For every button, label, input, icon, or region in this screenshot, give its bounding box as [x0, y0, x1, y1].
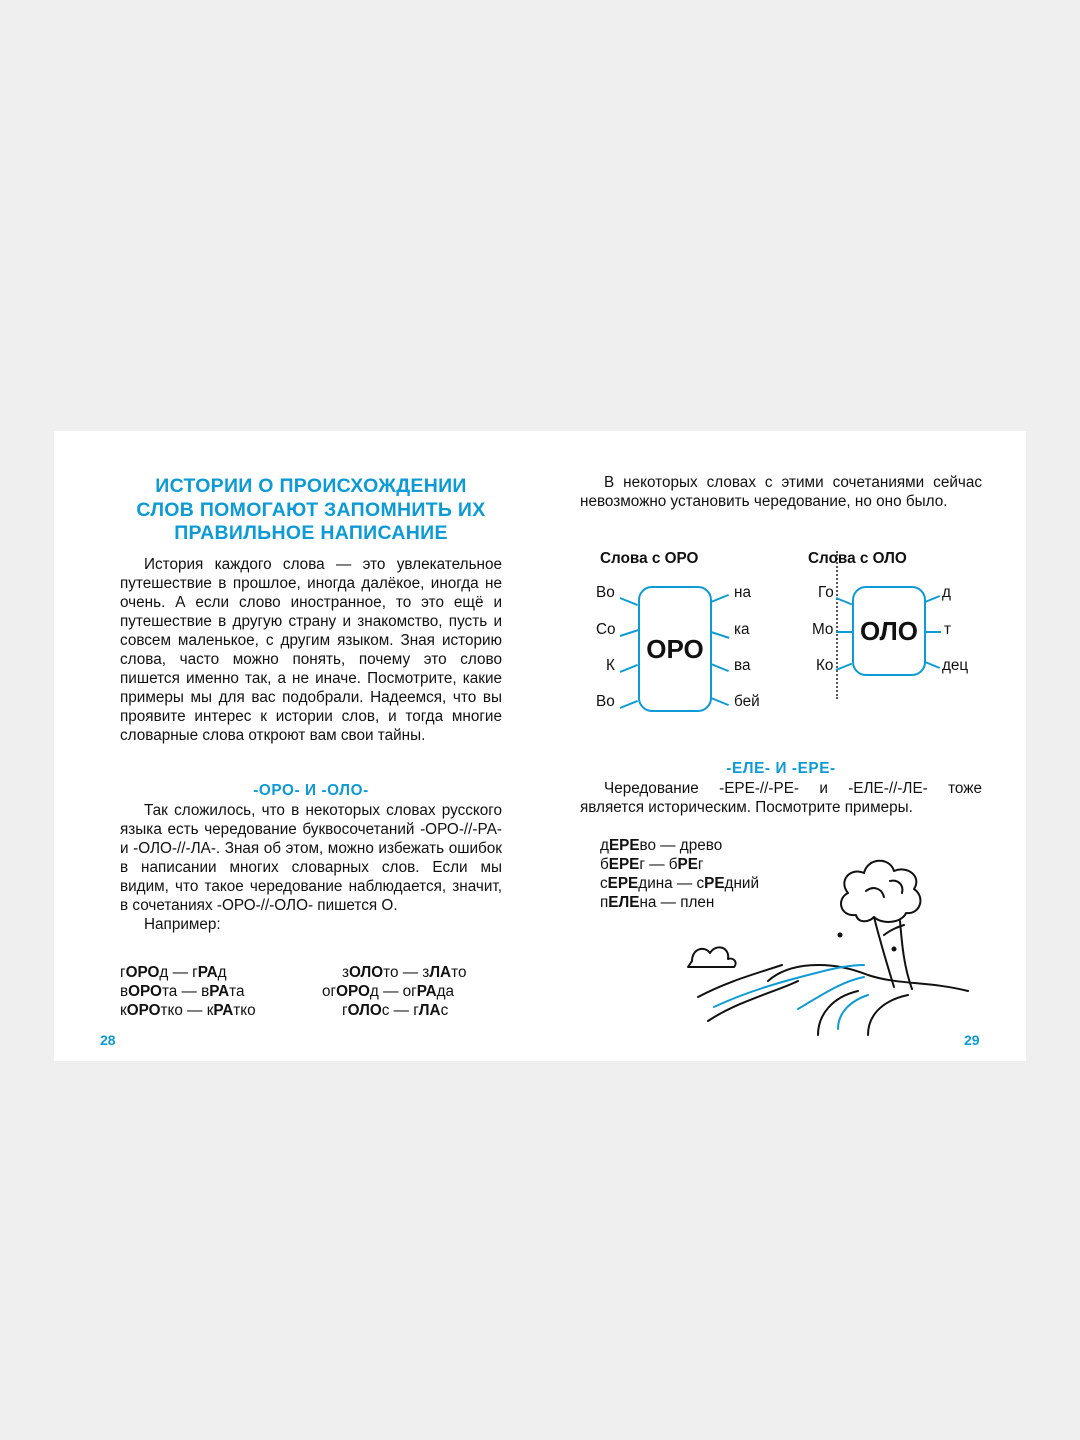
ere-example-3: сЕРЕдина — сРЕдний	[600, 875, 760, 892]
ere-example-2: бЕРЕг — бРЕг	[600, 856, 704, 873]
oro-connector-right-4	[711, 697, 729, 706]
right-intro-block	[580, 473, 982, 511]
ere-example-4: пЕЛЕна — плен	[600, 894, 715, 911]
left-page	[54, 431, 554, 1061]
book-spread	[54, 431, 1026, 1061]
intro-text-block	[120, 555, 502, 745]
page-number-right: 29	[964, 1032, 980, 1048]
oro-prefix-2: Со	[596, 621, 616, 638]
example-left-1: гОРОд — гРАд	[120, 964, 227, 981]
oro-suffix-2: ка	[734, 621, 750, 638]
olo-prefix-2: Мо	[812, 621, 834, 638]
oro-connector-right-2	[711, 631, 730, 639]
right-intro-paragraph: В некоторых словах с этими сочетаниями сейчас невозможно установить чередование, но оно было.	[580, 474, 982, 510]
oro-connector-right-1	[711, 594, 729, 603]
oro-prefix-1: Во	[596, 584, 615, 601]
example-left-2: вОРОта — вРАта	[120, 983, 245, 1000]
olo-connector-left-3	[836, 663, 853, 671]
tree-river-illustration	[668, 831, 1008, 1036]
olo-connector-left-2	[836, 631, 853, 633]
oro-suffix-4: бей	[734, 693, 760, 710]
example-left-3: кОРОтко — кРАтко	[120, 1002, 256, 1019]
example-right-3: гОЛОс — гЛАс	[342, 1002, 449, 1019]
bush	[688, 947, 736, 967]
section-heading-oro-olo: -ОРО- И -ОЛО-	[253, 782, 369, 799]
tree-crown-detail	[866, 881, 902, 897]
oro-connector-right-3	[711, 663, 729, 672]
title-line: СЛОВ ПОМОГАЮТ ЗАПОМНИТЬ ИХ	[136, 498, 486, 521]
olo-connector-left-1	[836, 597, 853, 605]
river-water-3	[838, 995, 868, 1029]
olo-suffix-3: дец	[942, 657, 969, 674]
page-title	[120, 475, 502, 546]
example-right-1: зОЛОто — зЛАто	[342, 964, 467, 981]
falling-leaf	[838, 933, 843, 938]
oro-connector-left-4	[620, 700, 638, 709]
section-text-block	[120, 801, 502, 934]
olo-prefix-3: Ко	[816, 657, 834, 674]
olo-connector-right-3	[925, 661, 941, 669]
section-heading-ele-ere: -ЕЛЕ- И -ЕРЕ-	[726, 760, 836, 777]
diagram-box-oro: ОРО	[638, 586, 712, 712]
title-line: ИСТОРИИ О ПРОИСХОЖДЕНИИ	[155, 475, 467, 497]
example-right-2: огОРОд — огРАда	[322, 983, 455, 1000]
ele-ere-paragraph: Чередование -ЕРЕ-//-РЕ- и -ЕЛЕ-//-ЛЕ- тоже является историческим. Посмотрите примеры.	[580, 780, 982, 816]
oro-connector-left-1	[620, 597, 638, 606]
olo-connector-right-1	[925, 595, 941, 603]
oro-connector-left-3	[620, 664, 638, 673]
right-page	[554, 431, 1026, 1061]
diagram-title-olo: Слова с ОЛО	[808, 550, 907, 567]
oro-suffix-3: ва	[734, 657, 751, 674]
diagram-divider	[836, 551, 838, 699]
olo-prefix-1: Го	[818, 584, 834, 601]
oro-prefix-3: К	[606, 657, 615, 674]
section-paragraph: Так сложилось, что в некоторых словах русского языка есть чередование буквосочетаний -ОРО-//-РА- и -ОЛО-//-ЛА-. Зная об этом, можно избежать ошибок в написании многих словарных слов. Если мы видим, что такое чередование наблюдается, значит, в сочетаниях -ОРО-//-ОЛО- пишется О.	[120, 802, 502, 914]
diagram-box-olo: ОЛО	[852, 586, 926, 676]
oro-suffix-1: на	[734, 584, 751, 601]
title-line: ПРАВИЛЬНОЕ НАПИСАНИЕ	[174, 522, 448, 544]
oro-prefix-4: Во	[596, 693, 615, 710]
ele-ere-text-block	[580, 779, 982, 817]
olo-suffix-2: т	[944, 621, 952, 638]
diagram-title-oro: Слова с ОРО	[600, 550, 699, 567]
example-intro: Например:	[144, 916, 221, 933]
page-number-left: 28	[100, 1032, 116, 1048]
oro-connector-left-2	[620, 629, 639, 637]
olo-connector-right-2	[925, 631, 941, 633]
falling-leaf	[892, 947, 897, 952]
ere-example-1: дЕРЕво — древо	[600, 837, 723, 854]
intro-paragraph: История каждого слова — это увлекательное путешествие в прошлое, иногда далёкое, иногда не очень. А если слово иностранное, то это ещё и путешествие в другую страну и знакомство, пусть и совсем маленькое, с другим языком. Зная историю слова, часто можно понять, почему это слово пишется именно так, а не иначе. Посмотрите, какие примеры мы для вас подобрали. Надеемся, что вы проявите интерес к истории слов, и тогда многие словарные слова откроют вам свои тайны.	[120, 556, 502, 744]
olo-suffix-1: д	[942, 584, 951, 601]
